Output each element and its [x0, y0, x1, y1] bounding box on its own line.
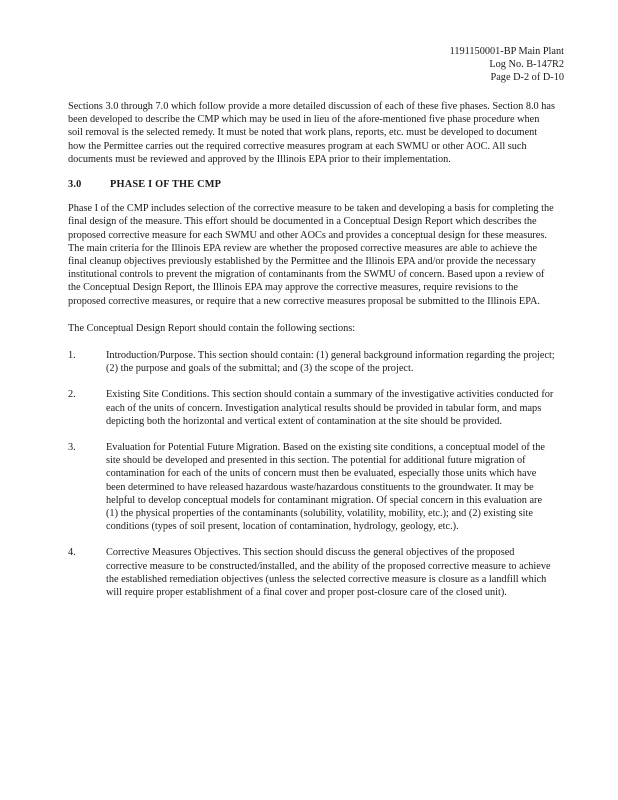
numbered-list: [68, 349, 555, 599]
section-number: 3.0: [68, 179, 82, 191]
list-item-text: Evaluation for Potential Future Migration. Based on the existing site conditions, a conceptual model of the site should be developed and presented in this section. The potential for additional future migration of contamination for each of the units of concern must then be evaluated, especially those units which have been determined to have released hazardous waste/hazardous constituents to the groundwater. It may be helpful to develop conceptual models for contaminant migration. Of special concern in this evaluation are (1) the physical properties of the contaminants (solubility, volatility, mobility, etc.); and (2) existing site conditions (types of soil present, location of contamination, hydrology, geology, etc.).: [106, 442, 545, 533]
list-item-text: Existing Site Conditions. This section should contain a summary of the investigative activities conducted for each of the units of concern. Investigation analytical results should be provided in tabular form, and maps depicting both the horizontal and vertical extent of contamination at the site should be provided.: [106, 389, 554, 427]
list-item: [68, 546, 555, 599]
section-title: PHASE I OF THE CMP: [110, 179, 222, 191]
list-intro: The Conceptual Design Report should contain the following sections:: [68, 322, 356, 334]
log-number: Log No. B-147R2: [489, 59, 564, 70]
list-item-number: 2.: [68, 389, 76, 401]
section-paragraph: Phase I of the CMP includes selection of the corrective measure to be taken and developing a basis for completing the final design of the measure. This effort should be documented in a Conceptual Design Report which describes the proposed corrective measure for each SWMU and other AOCs and provides a conceptual design for these measures. The main criteria for the Illinois EPA review are whether the proposed corrective measures are able to achieve the final cleanup objectives previously established by the Permittee and the Illinois EPA and/or provide the necessary institutional controls to prevent the migration of contaminants from the SWMU of concern. Based upon a review of the Conceptual Design Report, the Illinois EPA may approve the corrective measures, require revisions to the proposed corrective measures, or require that a new corrective measures proposal be submitted to the Illinois EPA.: [68, 203, 554, 307]
page-number: Page D-2 of D-10: [490, 72, 564, 83]
list-item-text: Introduction/Purpose. This section should contain: (1) general background information regarding the project; (2) the purpose and goals of the submittal; and (3) the scope of the project.: [106, 350, 555, 375]
page-header: [450, 45, 564, 84]
intro-paragraph: Sections 3.0 through 7.0 which follow provide a more detailed discussion of each of these five phases. Section 8.0 has been developed to describe the CMP which may be used in lieu of the afore-mentioned five phase procedure when soil removal is the selected remedy. It must be noted that work plans, reports, etc. must be developed to document how the Permittee carries out the required corrective measures program at each SWMU or other AOC. All such documents must be reviewed and approved by the Illinois EPA prior to their implementation.: [68, 101, 555, 165]
list-item-number: 4.: [68, 547, 76, 559]
list-item-number: 1.: [68, 350, 76, 362]
list-item-number: 3.: [68, 442, 76, 454]
list-item-text: Corrective Measures Objectives. This section should discuss the general objectives of the proposed corrective measure to be constructed/installed, and the ability of the proposed corrective measure to achieve the established remediation objectives (unless the selected corrective measure is closure as a landfill which will require proper establishment of a final cover and proper post-closure care of the closed unit).: [106, 547, 551, 599]
document-id: 1191150001-BP Main Plant: [449, 46, 564, 57]
document-body: [68, 100, 555, 612]
list-item: [68, 349, 555, 375]
list-item: [68, 441, 555, 533]
list-item: [68, 388, 555, 428]
section-heading: [68, 178, 555, 191]
